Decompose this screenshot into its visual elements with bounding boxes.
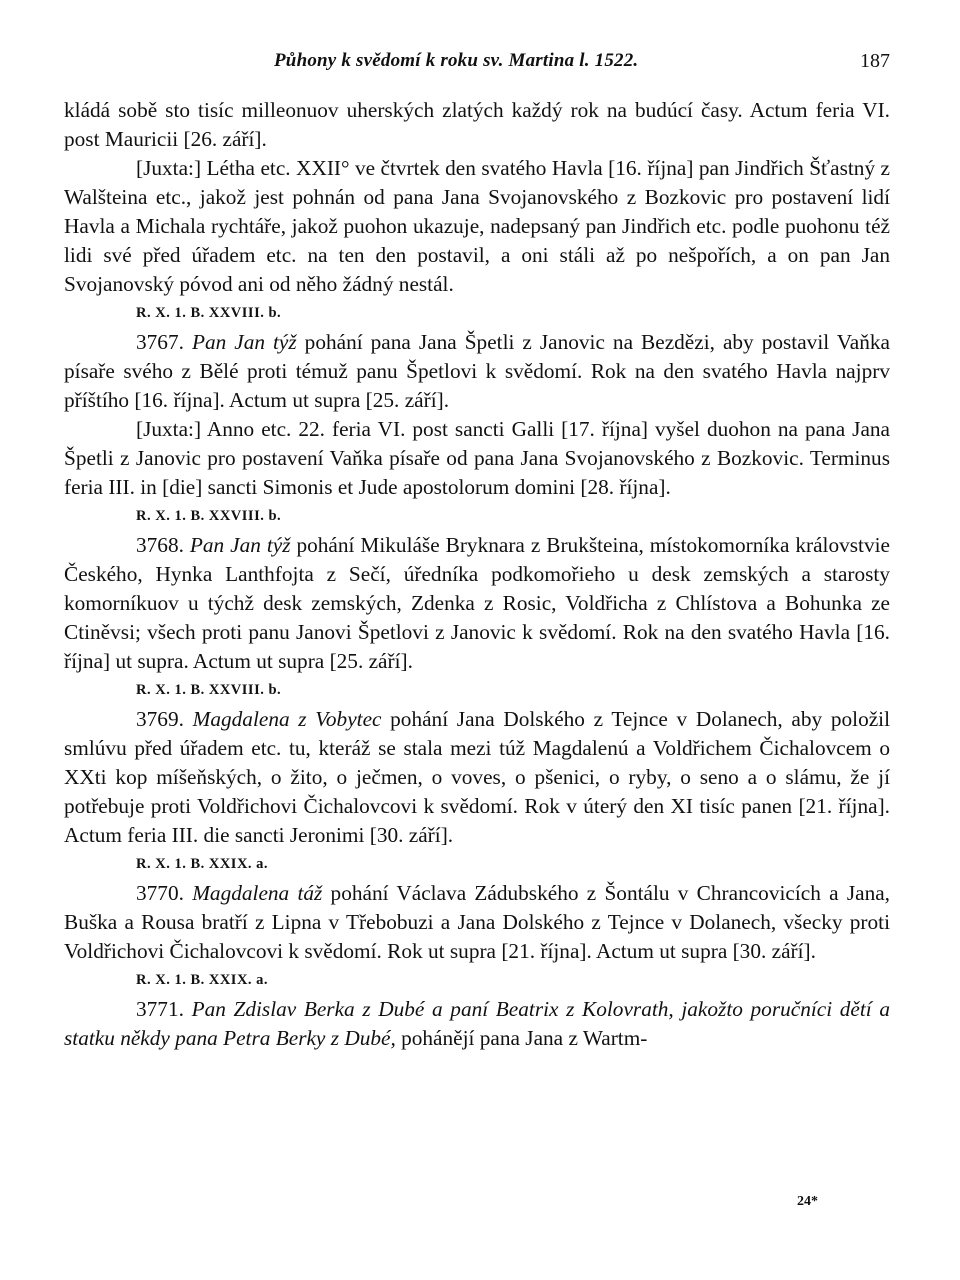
entry-3768 [64,531,890,676]
entry-text: pohání Mikuláše Bryknara z Brukšteina, místokomorníka královstvie Českého, Hynka Lanthfojta z Sečí, úředníka podkomořieho u desk zemských a starosty komorníkuov u týchž desk zemských, Zdenka z Rosic, Voldřicha z Chlístova a Bohunka ze Ctiněvsi; všech proti panu Janovi Špetlovi z Janovic k svědomí. Rok na den svatého Havla [16. října] ut supra. Actum ut supra [25. září]. [64,533,890,673]
archive-signature: R. X. 1. B. XXVIII. b. [136,682,282,698]
entry-number: 3767. [136,330,184,354]
entry-number: 3769. [136,707,184,731]
entry-number: 3770. [136,881,184,905]
entry-3767 [64,328,890,415]
entry-3770 [64,879,890,966]
entry-text: pohání Jana Dolského z Tejnce v Dolanech, aby položil smlúvu před úřadem etc. tu, kteráž se stala mezi túž Magdalenú a Voldřichem Čichalovcem o XXti kop míšeňských, o žito, o ječmen, o voves, o pšenici, o ryby, o seno a o slámu, že jí potřebuje proti Voldřichovi Čichalovcovi k svědomí. Rok v úterý den XI tisíc panen [21. října]. Actum feria III. die sancti Jeronimi [30. září]. [64,707,890,847]
running-title: Půhony k svědomí k roku sv. Martina l. 1522. [274,50,639,71]
entry-party: Pan Jan týž [191,330,297,354]
paragraph-juxta-note: [Juxta:] Anno etc. 22. feria VI. post sancti Galli [17. října] vyšel duohon na pana Jana Špetli z Janovic pro postavení Vaňka písaře od pana Jana Svojanovského z Bozkovic. Terminus feria III. in [die] sancti Simonis et Jude apostolorum domini [28. října]. [64,417,890,499]
entry-number: 3771. [136,997,184,1021]
page-number: 187 [860,50,890,72]
entry-party: Pan Jan týž [189,533,291,557]
entry-text: pohání pana Jana Špetli z Janovic na Bezdězi, aby postavil Vaňka písaře svého z Bělé proti témuž panu Špetlovi k svědomí. Rok na den svatého Havla najprv příštího [16. října]. Actum ut supra [25. září]. [64,330,890,412]
entry-party: Magdalena z Vobytec [192,707,382,731]
archive-signature: R. X. 1. B. XXIX. a. [136,972,269,988]
archive-signature: R. X. 1. B. XXIX. a. [136,856,269,872]
entry-text: pohánějí pana Jana z Wartm- [395,1026,648,1050]
signature-mark: 24* [797,1194,818,1209]
paragraph-continuation: kládá sobě sto tisíc milleonuov uherských zlatých každý rok na budúcí časy. Actum feria VI. post Mauricii [26. září]. [64,98,890,151]
archive-signature: R. X. 1. B. XXVIII. b. [136,508,282,524]
entry-party: Pan Zdislav Berka z Dubé a paní Beatrix z Kolovrath, jakožto poručníci dětí a statku někdy pana Petra Berky z Dubé, [64,997,890,1050]
entry-party: Magdalena táž [192,881,323,905]
paragraph-juxta-note: [Juxta:] Létha etc. XXII° ve čtvrtek den svatého Havla [16. října] pan Jindřich Šťastný z Walšteina etc., jakož jest pohnán od pana Jana Svojanovského z Bozkovic pro postavení lidí Havla a Michala rychtáře, jakož puohon ukazuje, nadepsaný pan Jindřich etc. podle puohonu též lidi své před úřadem etc. na ten den postavil, a oni stáli až po nešpořích, a on pan Jan Svojanovský póvod ani od něho žádný nestál. [64,156,890,296]
running-header [64,50,890,80]
entry-3771 [64,995,890,1053]
entry-number: 3768. [136,533,184,557]
entry-3769 [64,705,890,850]
text-body [64,96,890,1053]
archive-signature: R. X. 1. B. XXVIII. b. [136,305,282,321]
entry-text: pohání Václava Zádubského z Šontálu v Chrancovicích a Jana, Buška a Rousa bratří z Lipna v Třebobuzi a Jana Dolského z Tejnce v Dolanech, všecky proti Voldřichovi Čichalovcovi k svědomí. Rok ut supra [21. října]. Actum ut supra [30. září]. [64,881,890,963]
